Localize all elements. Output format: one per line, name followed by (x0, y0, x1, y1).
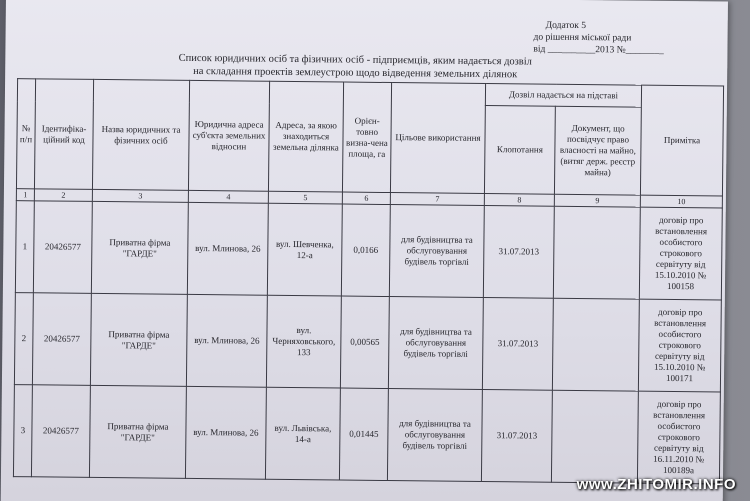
request-date: 31.07.2013 (482, 298, 553, 391)
column-number: 6 (342, 192, 390, 205)
entity-name: Приватна фірма "ГАРДЕ" (90, 293, 187, 386)
plot-address: вул. Шевченка, 12-а (267, 203, 342, 296)
legal-address: вул. Млинова, 26 (187, 202, 268, 295)
annex-line-2: до рішення міської ради (533, 32, 632, 44)
table-row (13, 385, 720, 484)
column-number: 4 (188, 190, 268, 203)
column-number: 9 (554, 194, 640, 207)
header-cell: Клопотання (484, 106, 555, 195)
column-number: 8 (484, 194, 554, 207)
annex-line-1: Додаток 5 (545, 20, 587, 32)
plot-area: 0,01445 (339, 388, 388, 480)
permits-table (13, 78, 724, 484)
column-number: 2 (34, 189, 92, 202)
id-code: 20426577 (31, 385, 90, 478)
header-cell: Назва юридичних та фізичних осіб (92, 79, 189, 190)
table-row (15, 201, 722, 300)
header-cell: Документ, що посвідчує право власності на майно, (витяг держ. реєстр майна) (554, 106, 641, 195)
header-cell: № п/п (16, 79, 35, 189)
header-cell: Юридична адреса суб'єкта земельних відносин (188, 80, 269, 191)
column-number: 1 (16, 189, 34, 201)
title-line-2: на складання проектів землеустрою щодо відведення земельних ділянок (193, 65, 518, 81)
header-cell: Ідентифіка-ційний код (34, 79, 93, 190)
plot-area: 0,0166 (341, 204, 390, 296)
id-code: 20426577 (32, 293, 91, 386)
header-row-top (17, 79, 723, 108)
note: договір про встановлення особистого строкового сервітуту від 15.10.2010 № 100171 (638, 299, 721, 392)
table-row (14, 293, 721, 392)
header-cell: Адреса, за якою знаходиться земельна ділянка (268, 81, 343, 192)
legal-address: вул. Млинова, 26 (185, 386, 266, 479)
annex-line-3: від __________2013 №________ (533, 44, 664, 56)
header-cell: Цільове використання (390, 83, 485, 194)
request-date: 31.07.2013 (483, 206, 554, 299)
id-code: 20426577 (33, 201, 92, 294)
row-number: 1 (15, 201, 34, 293)
note: договір про встановлення особистого строкового сервітуту від 16.11.2010 № 100189а (637, 391, 720, 484)
plot-address: вул. Львівська, 14-а (265, 387, 340, 480)
intended-use: для будівництва та обслуговування будівель торгівлі (388, 297, 483, 390)
intended-use: для будівництва та обслуговування будівель торгівлі (387, 389, 482, 482)
row-number: 3 (13, 385, 32, 477)
column-number: 5 (268, 191, 342, 204)
watermark-text: www.ZHITOMIR.INFO (576, 476, 736, 493)
column-number: 3 (92, 189, 188, 202)
entity-name: Приватна фірма "ГАРДЕ" (91, 201, 188, 294)
row-number: 2 (14, 293, 33, 385)
legal-address: вул. Млинова, 26 (186, 294, 267, 387)
ownership-document (553, 206, 640, 299)
column-number: 10 (640, 195, 722, 208)
ownership-document (552, 298, 639, 391)
request-date: 31.07.2013 (481, 390, 552, 483)
intended-use: для будівництва та обслуговування будівель торгівлі (389, 205, 484, 298)
title-line-1: Список юридичних осіб та фізичних осіб - підприємців, яким надається дозвіл (178, 52, 533, 68)
column-number: 7 (390, 193, 484, 206)
group-header-cell: Дозвіл надається на підставі (485, 84, 641, 108)
note: договір про встановлення особистого строкового сервітуту від 15.10.2010 № 100158 (639, 207, 722, 300)
header-cell: Орієн-товно визна-чена площа, га (342, 82, 391, 192)
header-cell: Примітка (640, 85, 723, 196)
plot-area: 0,00565 (340, 296, 389, 388)
annex-block (533, 20, 664, 57)
document-page (1, 0, 728, 501)
ownership-document (551, 390, 638, 483)
entity-name: Приватна фірма "ГАРДЕ" (89, 385, 186, 478)
document-title (105, 51, 605, 82)
plot-address: вул. Черняховського, 133 (266, 295, 341, 388)
